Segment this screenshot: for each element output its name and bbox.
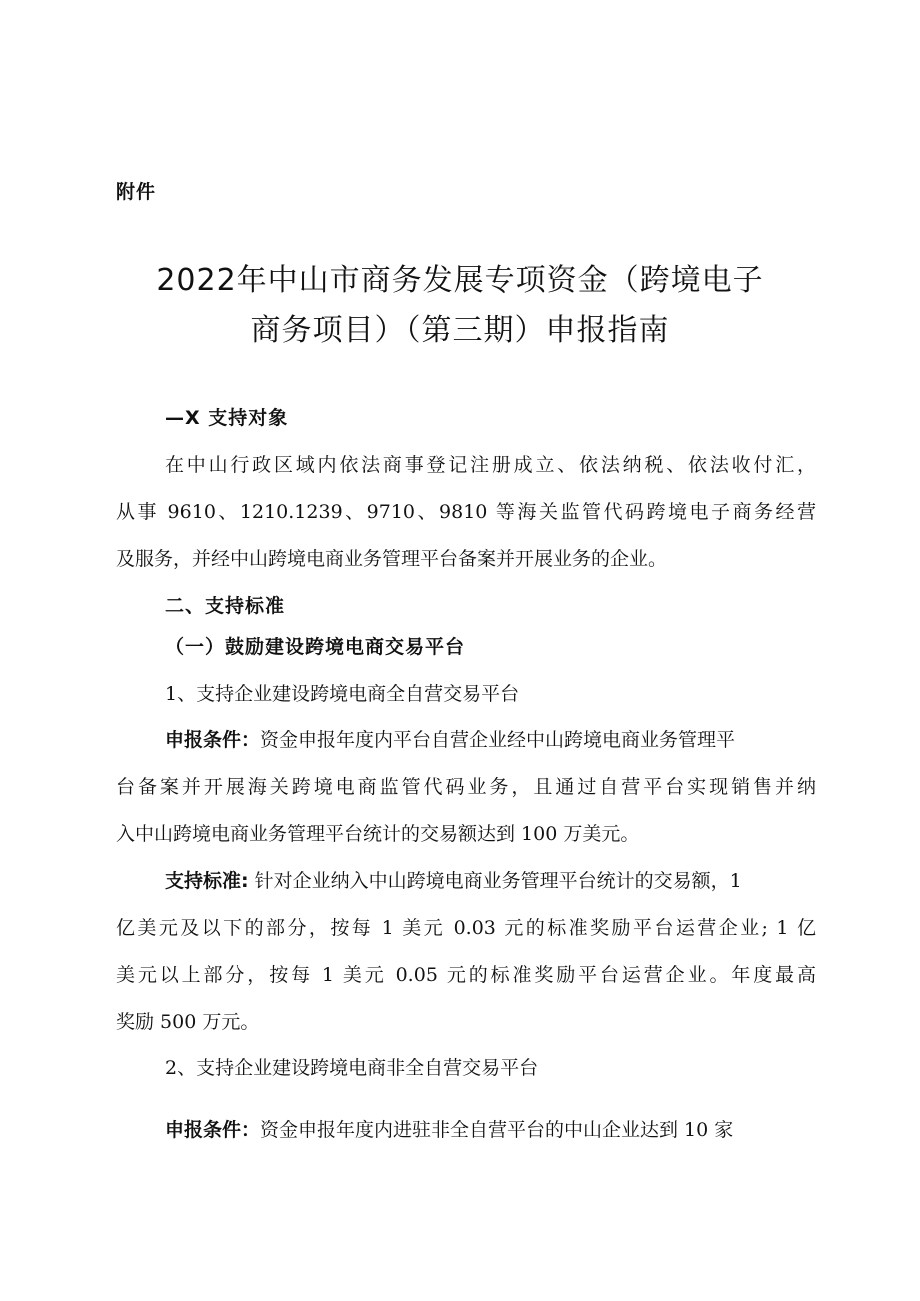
- condition-paragraph-line: [165, 725, 816, 752]
- standard-text: 针对企业纳入中山跨境电商业务管理平台统计的交易额，1: [248, 870, 742, 892]
- standard-paragraph-line: [165, 866, 816, 893]
- standard-text: 美元以上部分，按每 1 美元 0.05 元的标准奖励平台运营企业。年度最高: [116, 964, 816, 986]
- attachment-label: 附件: [116, 181, 157, 203]
- standard-text: 亿美元及以下的部分，按每 1 美元 0.03 元的标准奖励平台运营企业; 1 亿: [116, 917, 816, 939]
- paragraph-line: [165, 450, 816, 477]
- condition-text: 台备案并开展海关跨境电商监管代码业务，且通过自营平台实现销售并纳: [116, 776, 816, 798]
- section-heading-support-standard: 二、支持标准: [165, 595, 286, 617]
- standard-label: 支持标准:: [165, 870, 249, 892]
- standard-paragraph-line: [116, 913, 816, 940]
- paragraph-text: 在中山行政区域内依法商事登记注册成立、依法纳税、依法收付汇，: [165, 454, 816, 476]
- document-title-line-1: 2022年中山市商务发展专项资金（跨境电子: [156, 263, 764, 298]
- item-title-1: 1、支持企业建设跨境电商全自营交易平台: [165, 683, 520, 705]
- item-title-2: 2、支持企业建设跨境电商非全自营交易平台: [165, 1057, 539, 1079]
- standard-paragraph-line: [116, 960, 816, 987]
- condition-label: 申报条件：: [165, 1119, 261, 1141]
- condition-label: 申报条件：: [165, 729, 261, 751]
- condition-text: 资金申报年度内进驻非全自营平台的中山企业达到 10 家: [260, 1119, 734, 1141]
- condition-paragraph-line: [116, 772, 816, 799]
- paragraph-text: 从事 9610、1210.1239、9710、9810 等海关监管代码跨境电子商务经营: [116, 501, 816, 523]
- condition-text: 资金申报年度内平台自营企业经中山跨境电商业务管理平: [260, 729, 736, 751]
- paragraph-line: 及服务，并经中山跨境电商业务管理平台备案并开展业务的企业。: [116, 548, 668, 570]
- section-heading-support-target: —X 支持对象: [165, 407, 289, 429]
- document-title-line-2: 商务项目）（第三期）申报指南: [250, 313, 670, 348]
- standard-paragraph-line: 奖励 500 万元。: [116, 1011, 260, 1033]
- paragraph-line: [116, 497, 816, 524]
- condition-paragraph-line: [165, 1115, 816, 1142]
- condition-paragraph-line: 入中山跨境电商业务管理平台统计的交易额达到 100 万美元。: [116, 823, 640, 845]
- sub-heading-platform: （一）鼓励建设跨境电商交易平台: [165, 636, 466, 658]
